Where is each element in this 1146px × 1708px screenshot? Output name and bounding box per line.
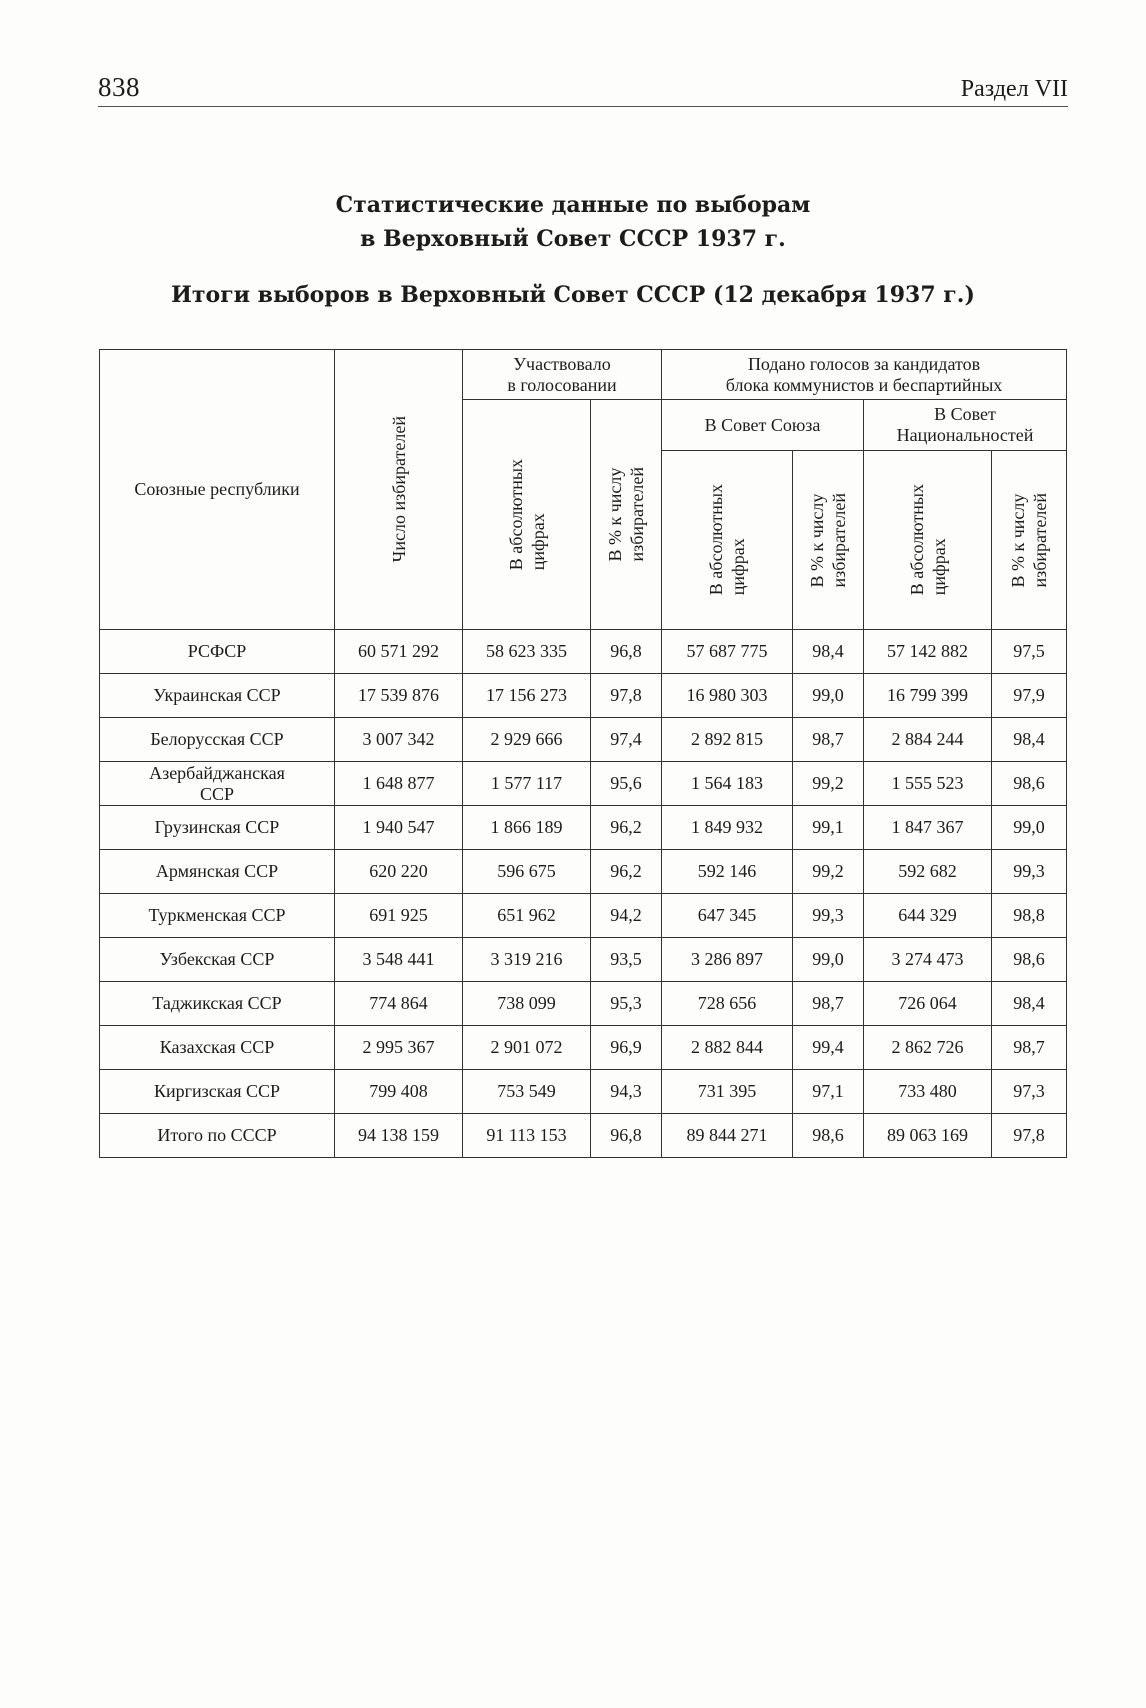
cell-sn-pct: 97,9 <box>992 674 1067 718</box>
cell-sn-abs: 2 884 244 <box>864 718 992 762</box>
header-voters: Число избирателей <box>335 350 463 630</box>
cell-su-pct: 99,4 <box>793 1026 864 1070</box>
cell-part-abs: 58 623 335 <box>463 630 591 674</box>
cell-voters: 774 864 <box>335 982 463 1026</box>
table-row <box>100 674 1067 718</box>
cell-part-abs: 1 577 117 <box>463 762 591 806</box>
table-row <box>100 762 1067 806</box>
table-row <box>100 718 1067 762</box>
cell-part-pct: 96,8 <box>591 1114 662 1158</box>
cell-part-pct: 97,4 <box>591 718 662 762</box>
cell-sn-abs: 57 142 882 <box>864 630 992 674</box>
cell-su-abs: 728 656 <box>662 982 793 1026</box>
header-su-abs: В абсолютных цифрах <box>662 451 793 630</box>
cell-sn-pct: 98,6 <box>992 762 1067 806</box>
cell-voters: 1 648 877 <box>335 762 463 806</box>
page-title <box>0 188 1146 256</box>
cell-su-pct: 99,2 <box>793 850 864 894</box>
cell-su-abs: 3 286 897 <box>662 938 793 982</box>
cell-su-abs: 647 345 <box>662 894 793 938</box>
cell-part-pct: 96,8 <box>591 630 662 674</box>
cell-sn-abs: 592 682 <box>864 850 992 894</box>
cell-part-pct: 95,6 <box>591 762 662 806</box>
table-title: Итоги выборов в Верховный Совет СССР (12 декабря 1937 г.) <box>171 282 975 308</box>
cell-su-abs: 731 395 <box>662 1070 793 1114</box>
header-participated-pct: В % к числу избирателей <box>591 400 662 630</box>
section-label: Раздел VII <box>960 76 1068 102</box>
republic-name-cell: Итого по СССР <box>100 1114 335 1158</box>
cell-part-pct: 94,3 <box>591 1070 662 1114</box>
cell-part-pct: 96,2 <box>591 850 662 894</box>
page-number: 838 <box>98 72 140 102</box>
cell-voters: 94 138 159 <box>335 1114 463 1158</box>
cell-su-abs: 57 687 775 <box>662 630 793 674</box>
cell-voters: 3 548 441 <box>335 938 463 982</box>
cell-part-pct: 96,2 <box>591 806 662 850</box>
header-republics: Союзные республики <box>100 350 335 630</box>
republic-name-cell: Азербайджанская ССР <box>100 762 335 806</box>
cell-voters: 17 539 876 <box>335 674 463 718</box>
republic-name-cell: Армянская ССР <box>100 850 335 894</box>
cell-sn-abs: 1 847 367 <box>864 806 992 850</box>
page-title-line-1: Статистические данные по выборам <box>335 192 811 218</box>
cell-sn-pct: 97,5 <box>992 630 1067 674</box>
cell-sn-abs: 16 799 399 <box>864 674 992 718</box>
table-row <box>100 982 1067 1026</box>
cell-sn-abs: 89 063 169 <box>864 1114 992 1158</box>
cell-su-pct: 97,1 <box>793 1070 864 1114</box>
cell-part-pct: 96,9 <box>591 1026 662 1070</box>
header-sn-pct: В % к числу избирателей <box>992 451 1067 630</box>
cell-part-abs: 91 113 153 <box>463 1114 591 1158</box>
cell-sn-abs: 726 064 <box>864 982 992 1026</box>
cell-voters: 3 007 342 <box>335 718 463 762</box>
cell-su-pct: 98,7 <box>793 718 864 762</box>
cell-part-pct: 97,8 <box>591 674 662 718</box>
cell-su-abs: 2 892 815 <box>662 718 793 762</box>
cell-su-pct: 99,2 <box>793 762 864 806</box>
cell-part-pct: 94,2 <box>591 894 662 938</box>
cell-voters: 2 995 367 <box>335 1026 463 1070</box>
cell-su-abs: 16 980 303 <box>662 674 793 718</box>
cell-sn-pct: 97,3 <box>992 1070 1067 1114</box>
header-su-pct: В % к числу избирателей <box>793 451 864 630</box>
cell-part-abs: 651 962 <box>463 894 591 938</box>
cell-su-abs: 89 844 271 <box>662 1114 793 1158</box>
cell-part-abs: 2 901 072 <box>463 1026 591 1070</box>
cell-part-abs: 738 099 <box>463 982 591 1026</box>
table-row <box>100 894 1067 938</box>
table-row <box>100 1070 1067 1114</box>
table-body <box>100 630 1067 1158</box>
page-title-line-2: в Верховный Совет СССР 1937 г. <box>360 226 786 252</box>
republic-name-cell: Узбекская ССР <box>100 938 335 982</box>
republic-name-cell: Украинская ССР <box>100 674 335 718</box>
republic-name-cell: Киргизская ССР <box>100 1070 335 1114</box>
cell-su-pct: 99,0 <box>793 938 864 982</box>
cell-part-abs: 753 549 <box>463 1070 591 1114</box>
cell-sn-pct: 99,3 <box>992 850 1067 894</box>
republic-name-cell: Белорусская ССР <box>100 718 335 762</box>
header-participated: Участвовало в голосовании <box>463 350 662 400</box>
election-results-table <box>99 349 1067 1158</box>
cell-su-pct: 99,3 <box>793 894 864 938</box>
cell-su-abs: 592 146 <box>662 850 793 894</box>
cell-sn-pct: 98,4 <box>992 982 1067 1026</box>
cell-su-abs: 1 564 183 <box>662 762 793 806</box>
cell-part-abs: 2 929 666 <box>463 718 591 762</box>
table-row <box>100 806 1067 850</box>
header-soviet-nationalities: В Совет Национальностей <box>864 400 1067 451</box>
cell-sn-abs: 644 329 <box>864 894 992 938</box>
cell-voters: 620 220 <box>335 850 463 894</box>
table-row <box>100 1114 1067 1158</box>
cell-su-pct: 99,0 <box>793 674 864 718</box>
cell-voters: 1 940 547 <box>335 806 463 850</box>
header-votes-for: Подано голосов за кандидатов блока коммунистов и беспартийных <box>662 350 1067 400</box>
cell-part-pct: 93,5 <box>591 938 662 982</box>
cell-part-abs: 3 319 216 <box>463 938 591 982</box>
cell-sn-pct: 98,8 <box>992 894 1067 938</box>
cell-part-abs: 596 675 <box>463 850 591 894</box>
republic-name-cell: Таджикская ССР <box>100 982 335 1026</box>
cell-part-pct: 95,3 <box>591 982 662 1026</box>
cell-su-pct: 98,7 <box>793 982 864 1026</box>
republic-name-cell: РСФСР <box>100 630 335 674</box>
table-row <box>100 1026 1067 1070</box>
cell-sn-abs: 1 555 523 <box>864 762 992 806</box>
cell-voters: 60 571 292 <box>335 630 463 674</box>
republic-name-cell: Казахская ССР <box>100 1026 335 1070</box>
republic-name-cell: Туркменская ССР <box>100 894 335 938</box>
cell-sn-abs: 3 274 473 <box>864 938 992 982</box>
cell-sn-pct: 97,8 <box>992 1114 1067 1158</box>
table-row <box>100 630 1067 674</box>
header-sn-abs: В абсолютных цифрах <box>864 451 992 630</box>
cell-part-abs: 1 866 189 <box>463 806 591 850</box>
header-rule <box>98 106 1068 107</box>
cell-su-pct: 98,6 <box>793 1114 864 1158</box>
cell-sn-pct: 98,6 <box>992 938 1067 982</box>
cell-su-pct: 99,1 <box>793 806 864 850</box>
header-participated-abs: В абсолютных цифрах <box>463 400 591 630</box>
cell-voters: 691 925 <box>335 894 463 938</box>
cell-sn-pct: 98,4 <box>992 718 1067 762</box>
cell-su-pct: 98,4 <box>793 630 864 674</box>
cell-part-abs: 17 156 273 <box>463 674 591 718</box>
table-row <box>100 938 1067 982</box>
cell-voters: 799 408 <box>335 1070 463 1114</box>
header-soviet-union: В Совет Союза <box>662 400 864 451</box>
cell-su-abs: 1 849 932 <box>662 806 793 850</box>
cell-su-abs: 2 882 844 <box>662 1026 793 1070</box>
cell-sn-abs: 2 862 726 <box>864 1026 992 1070</box>
table-row <box>100 850 1067 894</box>
cell-sn-abs: 733 480 <box>864 1070 992 1114</box>
republic-name-cell: Грузинская ССР <box>100 806 335 850</box>
cell-sn-pct: 99,0 <box>992 806 1067 850</box>
cell-sn-pct: 98,7 <box>992 1026 1067 1070</box>
